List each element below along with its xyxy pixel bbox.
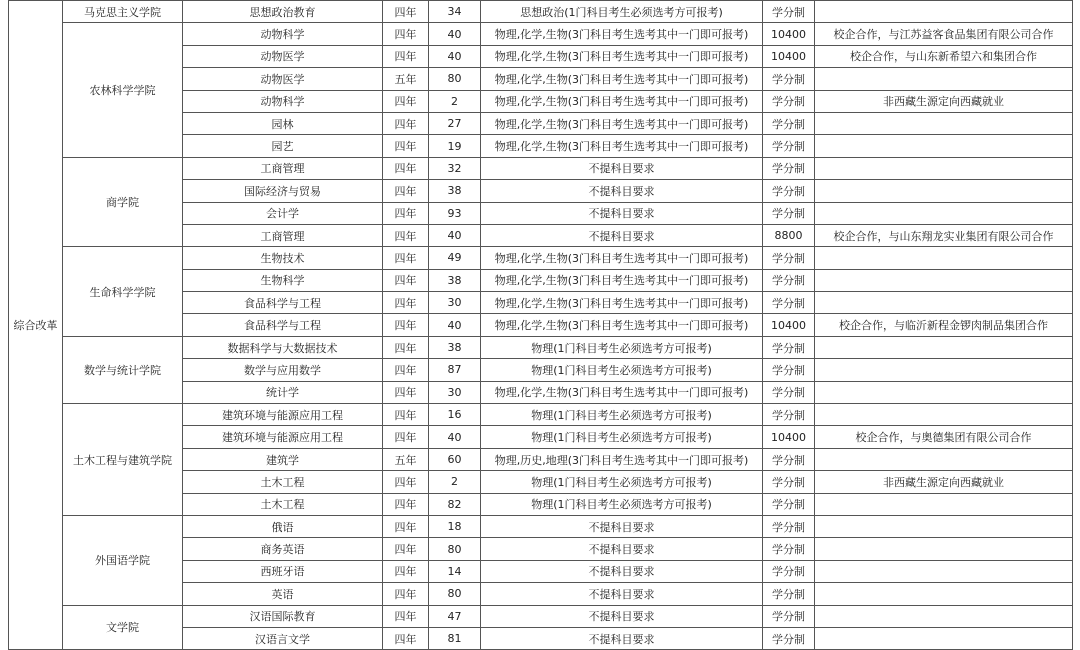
subjects-cell: 不提科目要求: [481, 224, 763, 246]
years-cell: 四年: [383, 493, 429, 515]
fee-cell: 学分制: [763, 1, 815, 23]
note-cell: 校企合作，与奥德集团有限公司合作: [815, 426, 1073, 448]
note-cell: [815, 493, 1073, 515]
quota-cell: 87: [429, 359, 481, 381]
quota-cell: 38: [429, 269, 481, 291]
major-cell: 英语: [183, 583, 383, 605]
note-cell: [815, 404, 1073, 426]
subjects-cell: 物理,化学,生物(3门科目考生选考其中一门即可报考): [481, 112, 763, 134]
major-cell: 建筑环境与能源应用工程: [183, 404, 383, 426]
subjects-cell: 物理,化学,生物(3门科目考生选考其中一门即可报考): [481, 381, 763, 403]
major-cell: 动物科学: [183, 23, 383, 45]
years-cell: 四年: [383, 157, 429, 179]
quota-cell: 80: [429, 538, 481, 560]
table-row: [9, 336, 1073, 358]
subjects-cell: 物理,化学,生物(3门科目考生选考其中一门即可报考): [481, 135, 763, 157]
fee-cell: 学分制: [763, 605, 815, 627]
note-cell: [815, 157, 1073, 179]
subjects-cell: 物理,化学,生物(3门科目考生选考其中一门即可报考): [481, 247, 763, 269]
subjects-cell: 不提科目要求: [481, 605, 763, 627]
quota-cell: 14: [429, 560, 481, 582]
years-cell: 四年: [383, 560, 429, 582]
note-cell: [815, 68, 1073, 90]
major-cell: 食品科学与工程: [183, 292, 383, 314]
table-row: [9, 157, 1073, 179]
quota-cell: 27: [429, 112, 481, 134]
major-cell: 商务英语: [183, 538, 383, 560]
major-cell: 会计学: [183, 202, 383, 224]
fee-cell: 学分制: [763, 560, 815, 582]
quota-cell: 2: [429, 90, 481, 112]
quota-cell: 82: [429, 493, 481, 515]
fee-cell: 学分制: [763, 292, 815, 314]
quota-cell: 16: [429, 404, 481, 426]
subjects-cell: 物理,化学,生物(3门科目考生选考其中一门即可报考): [481, 90, 763, 112]
fee-cell: 学分制: [763, 157, 815, 179]
fee-cell: 学分制: [763, 336, 815, 358]
note-cell: [815, 627, 1073, 649]
major-cell: 数据科学与大数据技术: [183, 336, 383, 358]
subjects-cell: 思想政治(1门科目考生必须选考方可报考): [481, 1, 763, 23]
note-cell: 校企合作，与山东翔龙实业集团有限公司合作: [815, 224, 1073, 246]
major-cell: 动物医学: [183, 68, 383, 90]
major-cell: 国际经济与贸易: [183, 180, 383, 202]
fee-cell: 学分制: [763, 269, 815, 291]
fee-cell: 学分制: [763, 359, 815, 381]
fee-cell: 10400: [763, 426, 815, 448]
quota-cell: 40: [429, 224, 481, 246]
years-cell: 四年: [383, 627, 429, 649]
major-cell: 汉语言文学: [183, 627, 383, 649]
major-cell: 俄语: [183, 515, 383, 537]
quota-cell: 34: [429, 1, 481, 23]
quota-cell: 80: [429, 583, 481, 605]
fee-cell: 学分制: [763, 627, 815, 649]
note-cell: [815, 202, 1073, 224]
note-cell: [815, 381, 1073, 403]
fee-cell: 10400: [763, 23, 815, 45]
college-cell: 土木工程与建筑学院: [63, 404, 183, 516]
note-cell: [815, 605, 1073, 627]
major-cell: 生物科学: [183, 269, 383, 291]
subjects-cell: 物理,化学,生物(3门科目考生选考其中一门即可报考): [481, 269, 763, 291]
category-cell: 综合改革: [9, 1, 63, 650]
major-cell: 工商管理: [183, 224, 383, 246]
note-cell: 非西藏生源定向西藏就业: [815, 471, 1073, 493]
major-cell: 汉语国际教育: [183, 605, 383, 627]
subjects-cell: 物理(1门科目考生必须选考方可报考): [481, 336, 763, 358]
fee-cell: 学分制: [763, 515, 815, 537]
major-cell: 动物科学: [183, 90, 383, 112]
major-cell: 统计学: [183, 381, 383, 403]
years-cell: 四年: [383, 90, 429, 112]
years-cell: 四年: [383, 605, 429, 627]
fee-cell: 学分制: [763, 471, 815, 493]
quota-cell: 38: [429, 180, 481, 202]
years-cell: 五年: [383, 448, 429, 470]
years-cell: 四年: [383, 269, 429, 291]
years-cell: 四年: [383, 359, 429, 381]
subjects-cell: 物理(1门科目考生必须选考方可报考): [481, 426, 763, 448]
years-cell: 四年: [383, 583, 429, 605]
years-cell: 四年: [383, 224, 429, 246]
fee-cell: 学分制: [763, 112, 815, 134]
college-cell: 农林科学学院: [63, 23, 183, 157]
major-cell: 食品科学与工程: [183, 314, 383, 336]
college-cell: 商学院: [63, 157, 183, 247]
subjects-cell: 物理(1门科目考生必须选考方可报考): [481, 471, 763, 493]
note-cell: [815, 359, 1073, 381]
quota-cell: 40: [429, 23, 481, 45]
note-cell: [815, 180, 1073, 202]
note-cell: [815, 135, 1073, 157]
note-cell: [815, 336, 1073, 358]
major-cell: 园艺: [183, 135, 383, 157]
quota-cell: 38: [429, 336, 481, 358]
subjects-cell: 物理(1门科目考生必须选考方可报考): [481, 359, 763, 381]
quota-cell: 32: [429, 157, 481, 179]
subjects-cell: 不提科目要求: [481, 560, 763, 582]
fee-cell: 学分制: [763, 404, 815, 426]
note-cell: [815, 515, 1073, 537]
table-body: [9, 1, 1073, 650]
admissions-table: [8, 0, 1073, 650]
table-row: [9, 1, 1073, 23]
major-cell: 数学与应用数学: [183, 359, 383, 381]
subjects-cell: 物理(1门科目考生必须选考方可报考): [481, 493, 763, 515]
college-cell: 生命科学学院: [63, 247, 183, 337]
years-cell: 四年: [383, 381, 429, 403]
major-cell: 土木工程: [183, 493, 383, 515]
quota-cell: 49: [429, 247, 481, 269]
subjects-cell: 物理,化学,生物(3门科目考生选考其中一门即可报考): [481, 45, 763, 67]
years-cell: 五年: [383, 68, 429, 90]
note-cell: [815, 112, 1073, 134]
fee-cell: 10400: [763, 45, 815, 67]
subjects-cell: 物理,历史,地理(3门科目考生选考其中一门即可报考): [481, 448, 763, 470]
fee-cell: 学分制: [763, 90, 815, 112]
quota-cell: 93: [429, 202, 481, 224]
note-cell: [815, 269, 1073, 291]
subjects-cell: 不提科目要求: [481, 515, 763, 537]
subjects-cell: 不提科目要求: [481, 538, 763, 560]
fee-cell: 8800: [763, 224, 815, 246]
subjects-cell: 不提科目要求: [481, 180, 763, 202]
note-cell: 校企合作，与江苏益客食品集团有限公司合作: [815, 23, 1073, 45]
years-cell: 四年: [383, 515, 429, 537]
subjects-cell: 物理,化学,生物(3门科目考生选考其中一门即可报考): [481, 23, 763, 45]
quota-cell: 30: [429, 292, 481, 314]
fee-cell: 学分制: [763, 180, 815, 202]
note-cell: 校企合作，与临沂新程金锣肉制品集团合作: [815, 314, 1073, 336]
table-row: [9, 247, 1073, 269]
years-cell: 四年: [383, 292, 429, 314]
table-row: [9, 605, 1073, 627]
subjects-cell: 不提科目要求: [481, 202, 763, 224]
subjects-cell: 不提科目要求: [481, 627, 763, 649]
note-cell: [815, 560, 1073, 582]
major-cell: 西班牙语: [183, 560, 383, 582]
major-cell: 工商管理: [183, 157, 383, 179]
years-cell: 四年: [383, 45, 429, 67]
fee-cell: 学分制: [763, 448, 815, 470]
years-cell: 四年: [383, 538, 429, 560]
fee-cell: 学分制: [763, 135, 815, 157]
quota-cell: 40: [429, 314, 481, 336]
years-cell: 四年: [383, 404, 429, 426]
years-cell: 四年: [383, 180, 429, 202]
quota-cell: 81: [429, 627, 481, 649]
college-cell: 外国语学院: [63, 515, 183, 605]
quota-cell: 40: [429, 45, 481, 67]
years-cell: 四年: [383, 23, 429, 45]
major-cell: 园林: [183, 112, 383, 134]
major-cell: 生物技术: [183, 247, 383, 269]
major-cell: 思想政治教育: [183, 1, 383, 23]
years-cell: 四年: [383, 471, 429, 493]
note-cell: [815, 448, 1073, 470]
quota-cell: 80: [429, 68, 481, 90]
years-cell: 四年: [383, 336, 429, 358]
quota-cell: 19: [429, 135, 481, 157]
subjects-cell: 不提科目要求: [481, 157, 763, 179]
major-cell: 建筑环境与能源应用工程: [183, 426, 383, 448]
fee-cell: 学分制: [763, 583, 815, 605]
subjects-cell: 不提科目要求: [481, 583, 763, 605]
years-cell: 四年: [383, 112, 429, 134]
quota-cell: 47: [429, 605, 481, 627]
years-cell: 四年: [383, 202, 429, 224]
fee-cell: 学分制: [763, 538, 815, 560]
college-cell: 数学与统计学院: [63, 336, 183, 403]
fee-cell: 学分制: [763, 202, 815, 224]
quota-cell: 2: [429, 471, 481, 493]
major-cell: 建筑学: [183, 448, 383, 470]
years-cell: 四年: [383, 1, 429, 23]
years-cell: 四年: [383, 247, 429, 269]
quota-cell: 30: [429, 381, 481, 403]
subjects-cell: 物理,化学,生物(3门科目考生选考其中一门即可报考): [481, 292, 763, 314]
note-cell: [815, 1, 1073, 23]
years-cell: 四年: [383, 426, 429, 448]
years-cell: 四年: [383, 135, 429, 157]
note-cell: 校企合作，与山东新希望六和集团合作: [815, 45, 1073, 67]
table-row: [9, 23, 1073, 45]
table-row: [9, 515, 1073, 537]
note-cell: [815, 538, 1073, 560]
note-cell: [815, 583, 1073, 605]
note-cell: [815, 292, 1073, 314]
quota-cell: 40: [429, 426, 481, 448]
subjects-cell: 物理,化学,生物(3门科目考生选考其中一门即可报考): [481, 68, 763, 90]
major-cell: 动物医学: [183, 45, 383, 67]
fee-cell: 10400: [763, 314, 815, 336]
fee-cell: 学分制: [763, 381, 815, 403]
major-cell: 土木工程: [183, 471, 383, 493]
fee-cell: 学分制: [763, 493, 815, 515]
table-row: [9, 404, 1073, 426]
college-cell: 马克思主义学院: [63, 1, 183, 23]
note-cell: 非西藏生源定向西藏就业: [815, 90, 1073, 112]
college-cell: 文学院: [63, 605, 183, 650]
years-cell: 四年: [383, 314, 429, 336]
subjects-cell: 物理,化学,生物(3门科目考生选考其中一门即可报考): [481, 314, 763, 336]
quota-cell: 60: [429, 448, 481, 470]
quota-cell: 18: [429, 515, 481, 537]
fee-cell: 学分制: [763, 68, 815, 90]
subjects-cell: 物理(1门科目考生必须选考方可报考): [481, 404, 763, 426]
note-cell: [815, 247, 1073, 269]
fee-cell: 学分制: [763, 247, 815, 269]
